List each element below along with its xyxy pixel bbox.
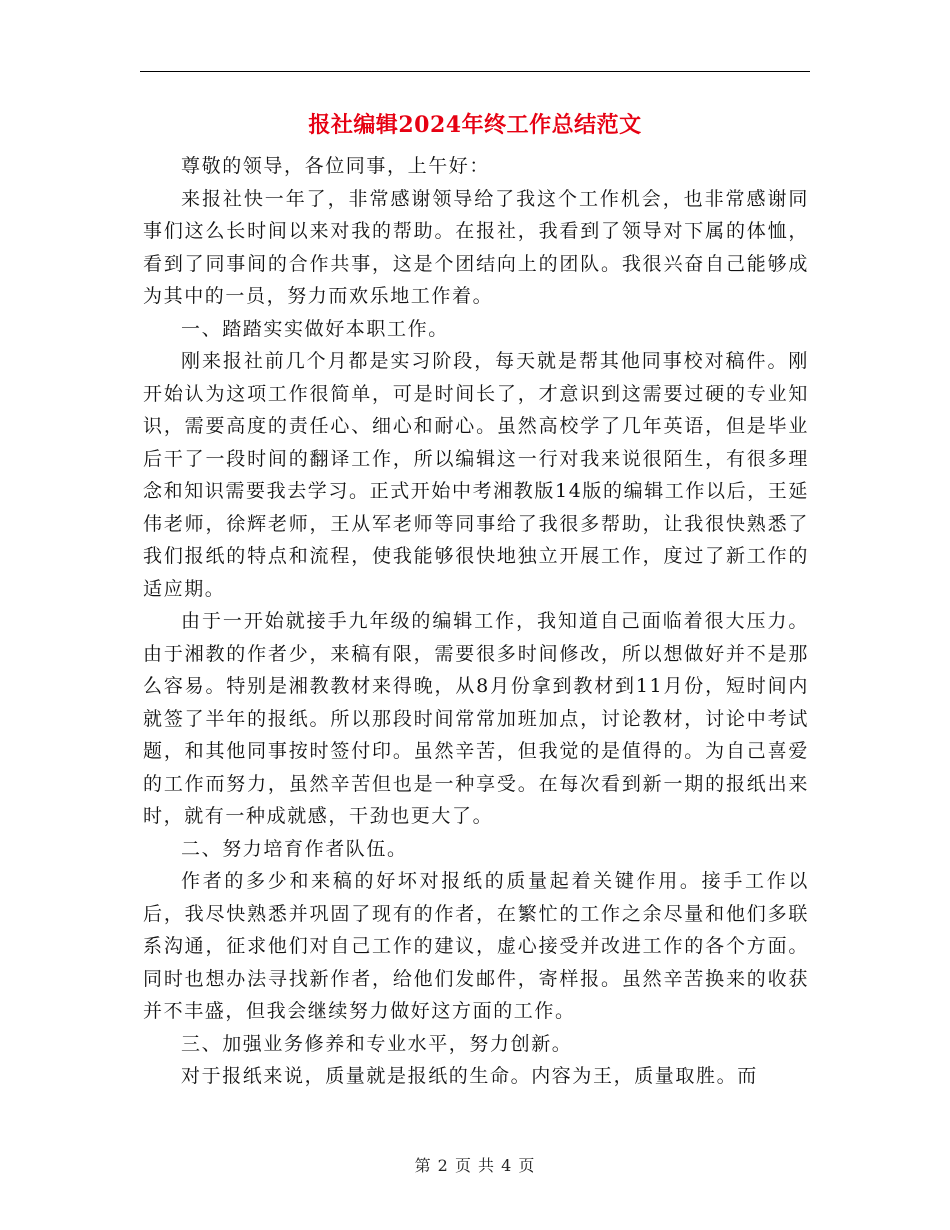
body-paragraph: 对于报纸来说，质量就是报纸的生命。内容为王，质量取胜。而 — [181, 1065, 758, 1087]
greeting-paragraph: 尊敬的领导，各位同事，上午好： — [181, 155, 491, 177]
document-title: 报社编辑2024年终工作总结范文 — [308, 112, 642, 138]
body-paragraph: 由于一开始就接手九年级的编辑工作，我知道自己面临着很大压力。由于湘教的作者少，来稿有限，需要很多时间修改，所以想做好并不是那么容易。特别是湘教教材来得晚，从8月份拿到教材到11月份，短时间内就签了半年的报纸。所以那段时间常常加班加点，讨论教材，讨论中考试题，和其他同事按时签付印。虽然辛苦，但我觉的是值得的。为自己喜爱的工作而努力，虽然辛苦但也是一种享受。在每次看到新一期的报纸出来时，就有一种成就感，干劲也更大了。 — [143, 610, 809, 827]
body-paragraph: 作者的多少和来稿的好坏对报纸的质量起着关键作用。接手工作以后，我尽快熟悉并巩固了现有的作者，在繁忙的工作之余尽量和他们多联系沟通，征求他们对自己工作的建议，虚心接受并改进工作的各个方面。同时也想办法寻找新作者，给他们发邮件，寄样报。虽然辛苦换来的收获并不丰盛，但我会继续努力做好这方面的工作。 — [143, 870, 809, 1022]
page-number: 第 2 页 共 4 页 — [414, 1156, 536, 1175]
intro-paragraph: 来报社快一年了，非常感谢领导给了我这个工作机会，也非常感谢同事们这么长时间以来对我的帮助。在报社，我看到了领导对下属的体恤，看到了同事间的合作共事，这是个团结向上的团队。我很兴奋自己能够成为其中的一员，努力而欢乐地工作着。 — [143, 187, 809, 307]
section-heading-2: 二、努力培育作者队伍。 — [181, 837, 408, 860]
section-heading-1: 一、踏踏实实做好本职工作。 — [181, 317, 449, 340]
document-body — [143, 150, 809, 1093]
section-heading-3: 三、加强业务修养和专业水平，努力创新。 — [181, 1032, 573, 1055]
body-paragraph: 刚来报社前几个月都是实习阶段，每天就是帮其他同事校对稿件。刚开始认为这项工作很简单，可是时间长了，才意识到这需要过硬的专业知识，需要高度的责任心、细心和耐心。虽然高校学了几年英语，但是毕业后干了一段时间的翻译工作，所以编辑这一行对我来说很陌生，有很多理念和知识需要我去学习。正式开始中考湘教版14版的编辑工作以后，王延伟老师，徐辉老师，王从军老师等同事给了我很多帮助，让我很快熟悉了我们报纸的特点和流程，使我能够很快地独立开展工作，度过了新工作的适应期。 — [143, 350, 809, 600]
page-footer — [0, 1153, 950, 1176]
header-rule — [140, 71, 810, 72]
